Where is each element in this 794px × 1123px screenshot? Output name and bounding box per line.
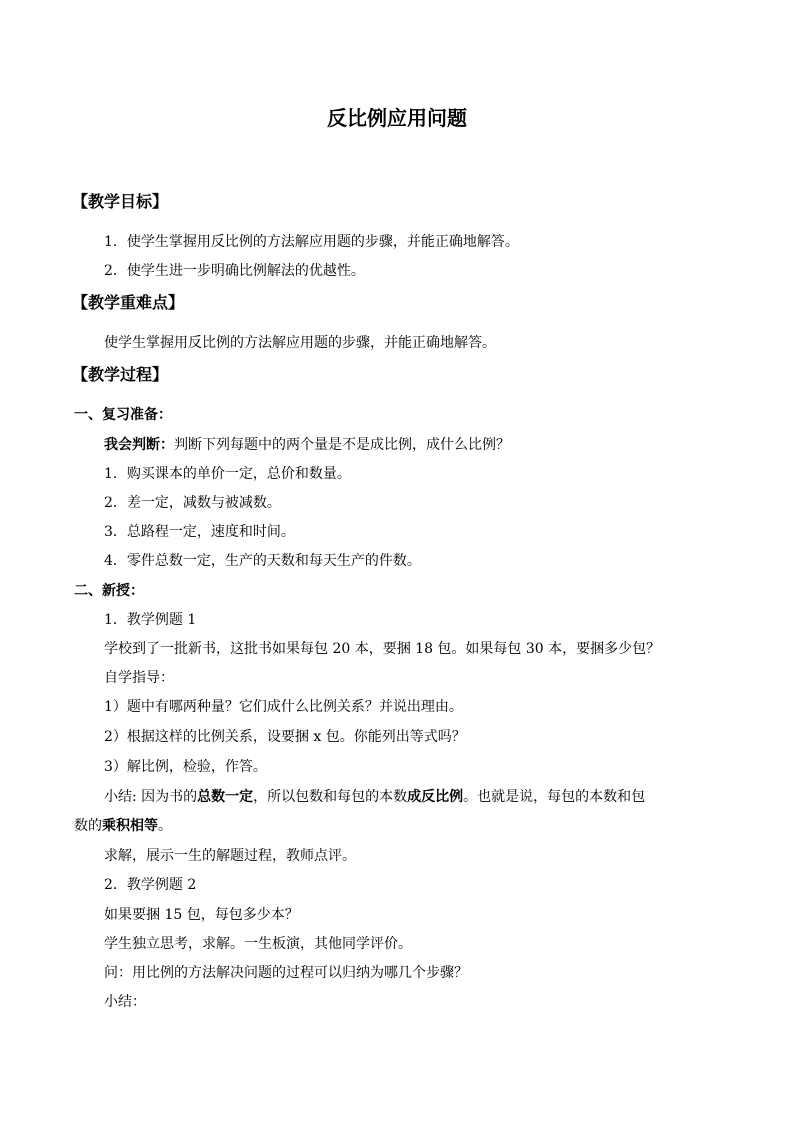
summary-line-2 — [74, 817, 172, 835]
summary-text: 。也就是说，每包的本数和包 — [463, 789, 646, 805]
example-1-title: 1．教学例题 1 — [104, 612, 197, 628]
summary-text: 。 — [158, 818, 172, 834]
judge-text: 判断下列每题中的两个量是不是成比例，成什么比例？ — [174, 437, 510, 453]
summary-line-1 — [104, 788, 645, 806]
review-item-1: 1．购买课本的单价一定，总价和数量。 — [104, 466, 351, 482]
guide-item-3: 3）解比例，检验，作答。 — [104, 759, 267, 775]
goal-item-1: 1．使学生掌握用反比例的方法解应用题的步骤，并能正确地解答。 — [104, 234, 519, 250]
review-heading: 一、复习准备： — [74, 407, 172, 423]
example-1-problem: 学校到了一批新书，这批书如果每包 20 本，要捆 18 包。如果每包 30 本，要捆多少包？ — [104, 641, 661, 657]
summary-emphasis: 总数一定 — [197, 789, 254, 805]
judge-label: 我会判断： — [104, 437, 174, 453]
new-heading: 二、新授： — [74, 583, 144, 599]
guide-item-2: 2）根据这样的比例关系，设要捆 x 包。你能列出等式吗？ — [104, 729, 466, 745]
solve-text: 求解，展示一生的解题过程，教师点评。 — [104, 848, 356, 864]
summary-2-label: 小结： — [104, 994, 146, 1010]
guide-item-1: 1）题中有哪两种量？它们成什么比例关系？并说出理由。 — [104, 699, 463, 715]
example-2-problem: 如果要捆 15 包，每包多少本？ — [104, 907, 299, 923]
summary-emphasis: 乘积相等 — [102, 818, 158, 834]
review-item-4: 4．零件总数一定，生产的天数和每天生产的件数。 — [104, 553, 421, 569]
review-item-2: 2．差一定，减数与被减数。 — [104, 495, 281, 511]
judge-line — [104, 436, 510, 454]
summary-text: 数的 — [74, 818, 102, 834]
summary-text: ，所以包数和每包的本数 — [253, 789, 408, 805]
goal-item-2: 2．使学生进一步明确比例解法的优越性。 — [104, 263, 365, 279]
example-2-think: 学生独立思考，求解。一生板演，其他同学评价。 — [104, 936, 412, 952]
summary-text: 小结: 因为书的 — [104, 789, 198, 805]
key-points-text: 使学生掌握用反比例的方法解应用题的步骤，并能正确地解答。 — [104, 335, 496, 351]
page-title: 反比例应用问题 — [327, 106, 467, 130]
example-2-title: 2．教学例题 2 — [104, 877, 197, 893]
goals-heading: 【教学目标】 — [72, 192, 169, 211]
review-item-3: 3．总路程一定，速度和时间。 — [104, 524, 295, 540]
steps-question: 问：用比例的方法解决问题的过程可以归纳为哪几个步骤？ — [104, 965, 468, 981]
self-study-label: 自学指导： — [104, 670, 174, 686]
key-points-heading: 【教学重难点】 — [72, 293, 185, 312]
process-heading: 【教学过程】 — [72, 365, 169, 384]
summary-emphasis: 成反比例 — [407, 789, 464, 805]
